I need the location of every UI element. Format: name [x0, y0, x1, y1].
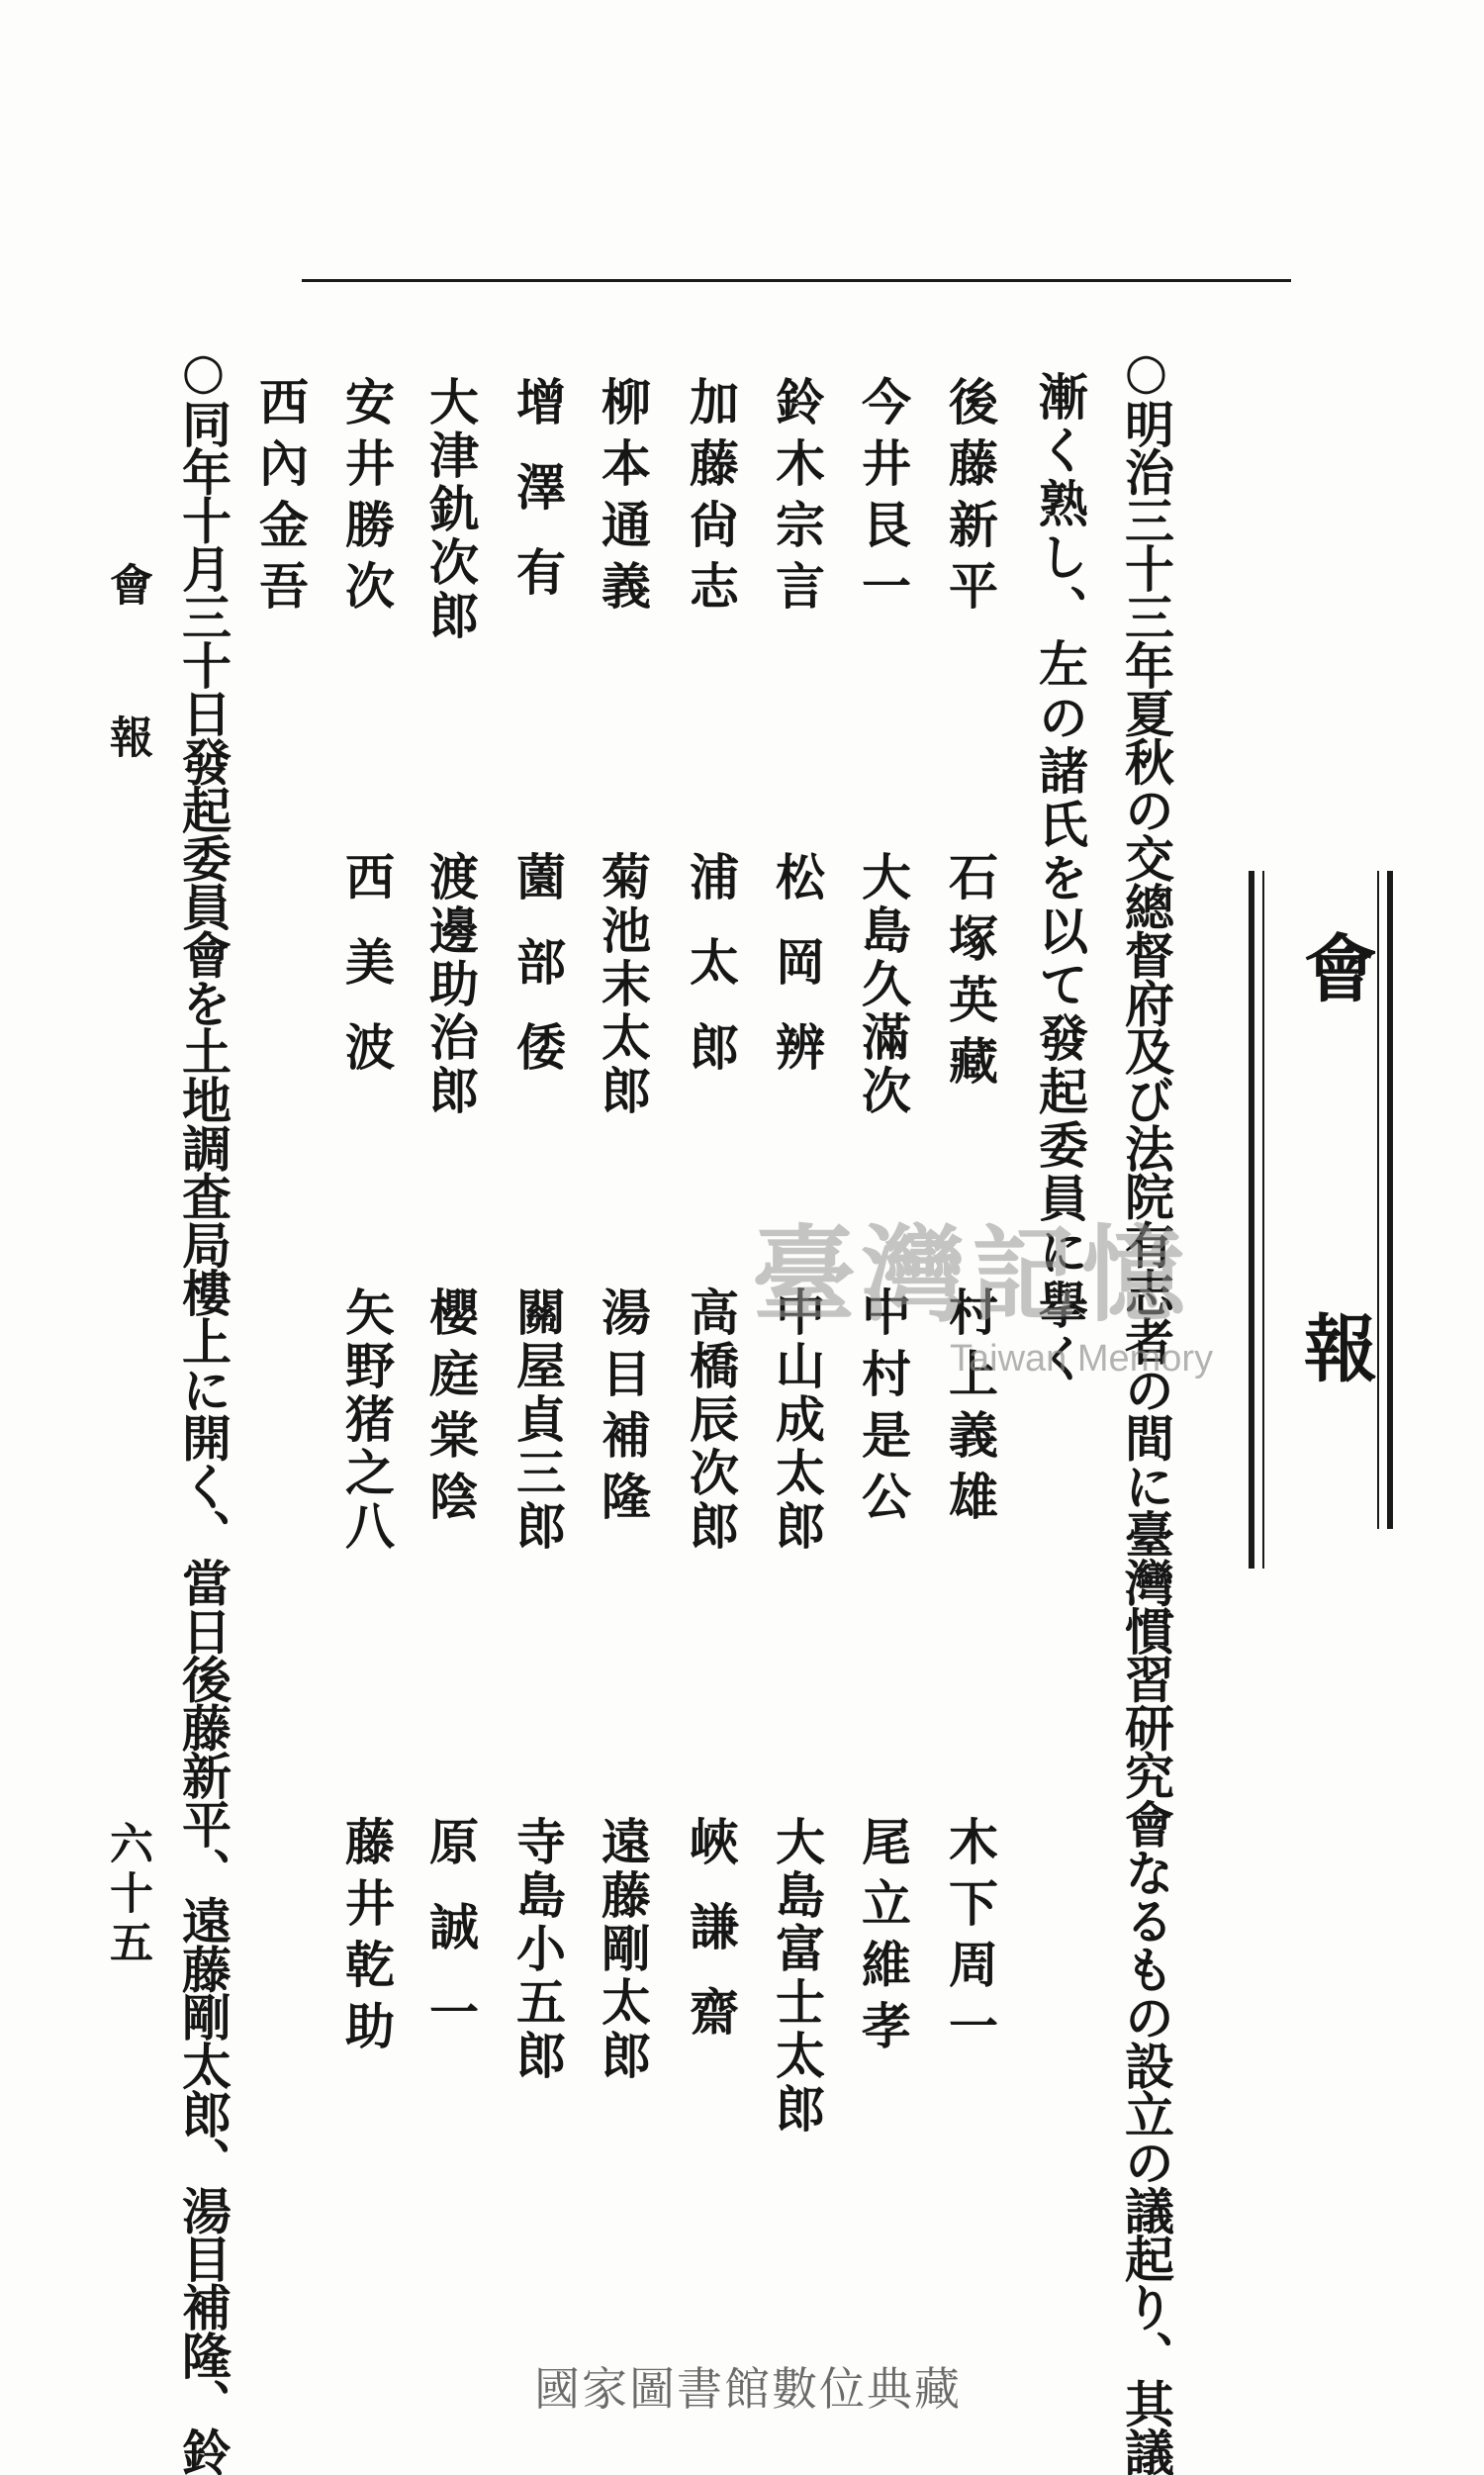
committee-member-name: 寺島小五郎 [509, 1816, 567, 2083]
committee-member-name: 石塚英藏 [941, 851, 999, 1096]
section-title: 會報 [1292, 930, 1377, 1690]
title-rule-left-outer [1249, 871, 1254, 1569]
committee-member-name: 西美波 [337, 851, 396, 1106]
watermark-english: Taiwan Memory [950, 1338, 1214, 1380]
committee-member-name: 鈴木宗言 [768, 376, 826, 621]
running-head: 會報 [102, 562, 152, 867]
committee-member-name: 櫻庭棠陰 [421, 1286, 480, 1532]
committee-member-name: 中山成太郎 [768, 1286, 826, 1554]
title-rule-left-inner [1262, 871, 1264, 1569]
committee-member-name: 安井勝次 [337, 376, 396, 621]
committee-member-name: 菊池末太郎 [594, 851, 652, 1118]
paragraph-2-line-1: ○同年十月三十日發起委員會を土地調査局樓上に開く、當日後藤新平、遠藤剛太郎、湯目補隆、鈴 [174, 341, 232, 2475]
committee-member-name: 增澤有 [509, 376, 567, 631]
committee-member-name: 藤井乾助 [337, 1816, 396, 2061]
committee-member-name: 今井艮一 [854, 376, 912, 621]
watermark-chinese: 臺灣記憶 [752, 1213, 1192, 1336]
committee-member-name: 大島富士太郎 [768, 1816, 826, 2137]
top-rule [302, 279, 1291, 282]
title-rule-right-outer [1387, 871, 1393, 1529]
committee-member-name: 尾立維孝 [854, 1816, 912, 2061]
committee-member-name: 大島久滿次 [854, 851, 912, 1118]
committee-member-name: 柳本通義 [594, 376, 652, 621]
page-number: 六十五 [102, 1821, 152, 1969]
committee-member-name: 松岡辨 [768, 851, 826, 1106]
committee-member-name: 村上義雄 [941, 1286, 999, 1532]
committee-member-name: 關屋貞三郎 [509, 1286, 567, 1554]
committee-member-name: 原誠一 [421, 1816, 480, 2071]
committee-member-name: 高橋辰次郎 [682, 1286, 740, 1554]
footer-archive-note: 國家圖書館數位典藏 [534, 2362, 962, 2416]
committee-member-name: 木下周一 [941, 1816, 999, 2061]
committee-member-name: 遠藤剛太郎 [594, 1816, 652, 2083]
committee-member-name: 後藤新平 [941, 376, 999, 621]
paragraph-1-line-2: 漸く熟し、左の諸氏を以て發起委員に擧く [1031, 371, 1089, 1386]
committee-member-name: 西內金吾 [251, 376, 310, 621]
committee-member-name: 渡邊助治郎 [421, 851, 480, 1118]
committee-member-name: 中村是公 [854, 1286, 912, 1532]
committee-member-name: 加藤尙志 [682, 376, 740, 621]
committee-member-name: 湯目補隆 [594, 1286, 652, 1532]
committee-member-name: 矢野猪之八 [337, 1286, 396, 1554]
committee-member-name: 大津釚次郎 [421, 376, 480, 643]
committee-member-name: 峽謙齋 [682, 1816, 740, 2071]
committee-member-name: 浦太郎 [682, 851, 740, 1106]
paragraph-1-line-1: ○明治三十三年夏秋の交總督府及び法院有志者の間に臺灣慣習研究會なるもの設立の議起り、其議 [1117, 341, 1175, 2475]
committee-member-name: 薗部倭 [509, 851, 567, 1106]
